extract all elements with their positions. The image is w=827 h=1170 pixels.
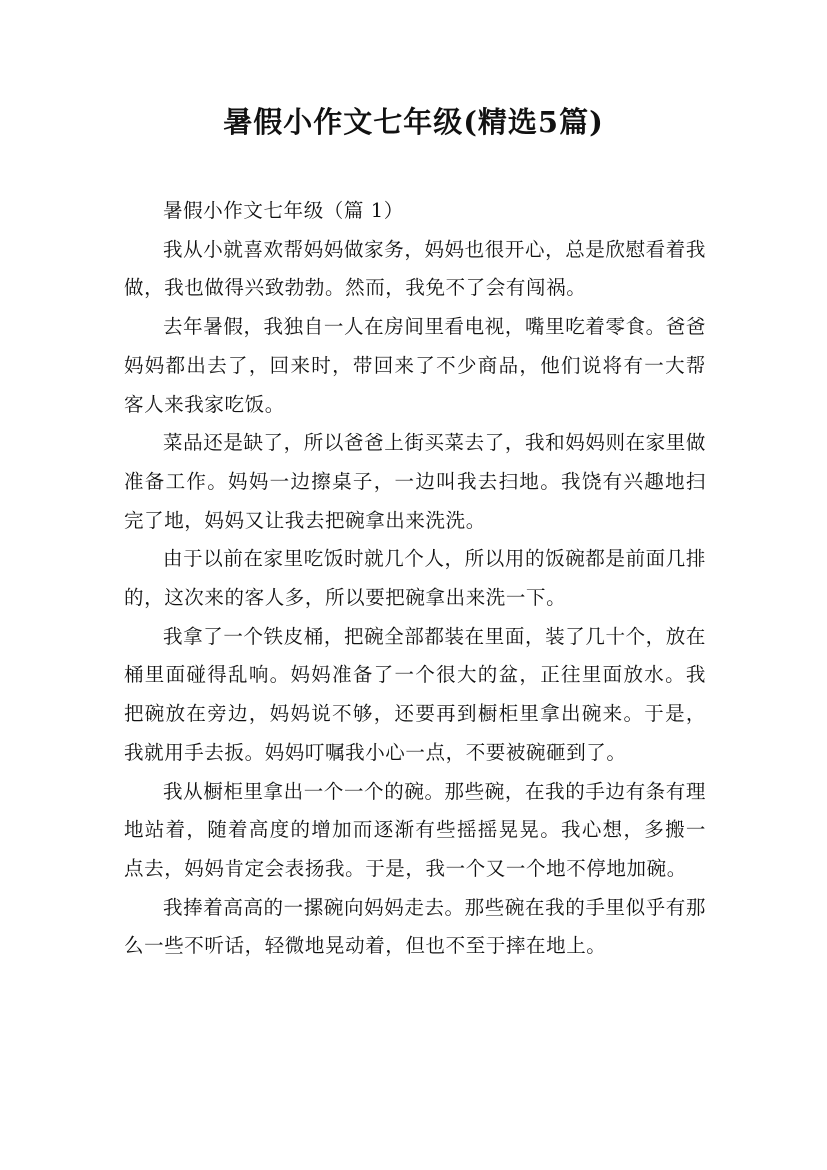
paragraph-2: 去年暑假，我独自一人在房间里看电视，嘴里吃着零食。爸爸妈妈都出去了，回来时，带回来了不少商品，他们说将有一大帮客人来我家吃饭。 bbox=[124, 315, 706, 416]
document-body bbox=[124, 192, 706, 966]
paragraph-1: 我从小就喜欢帮妈妈做家务，妈妈也很开心，总是欣慰看着我做，我也做得兴致勃勃。然而，我免不了会有闯祸。 bbox=[124, 237, 706, 300]
paragraph-4: 由于以前在家里吃饭时就几个人，所以用的饭碗都是前面几排的，这次来的客人多，所以要把碗拿出来洗一下。 bbox=[124, 547, 706, 610]
section-heading: 暑假小作文七年级（篇 1） bbox=[163, 199, 404, 222]
paragraph-7: 我捧着高高的一摞碗向妈妈走去。那些碗在我的手里似乎有那么一些不听话，轻微地晃动着，但也不至于摔在地上。 bbox=[124, 895, 706, 958]
paragraph-6: 我从橱柜里拿出一个一个的碗。那些碗，在我的手边有条有理地站着，随着高度的增加而逐渐有些摇摇晃晃。我心想，多搬一点去，妈妈肯定会表扬我。于是，我一个又一个地不停地加碗。 bbox=[124, 779, 706, 880]
document-title: 暑假小作文七年级(精选5篇) bbox=[223, 105, 604, 139]
paragraph-5: 我拿了一个铁皮桶，把碗全部都装在里面，装了几十个，放在桶里面碰得乱响。妈妈准备了一个很大的盆，正往里面放水。我把碗放在旁边，妈妈说不够，还要再到橱柜里拿出碗来。于是，我就用手去扳。妈妈叮嘱我小心一点，不要被碗砸到了。 bbox=[124, 624, 706, 764]
paragraph-3: 菜品还是缺了，所以爸爸上街买菜去了，我和妈妈则在家里做准备工作。妈妈一边擦桌子，一边叫我去扫地。我饶有兴趣地扫完了地，妈妈又让我去把碗拿出来洗洗。 bbox=[124, 431, 706, 532]
